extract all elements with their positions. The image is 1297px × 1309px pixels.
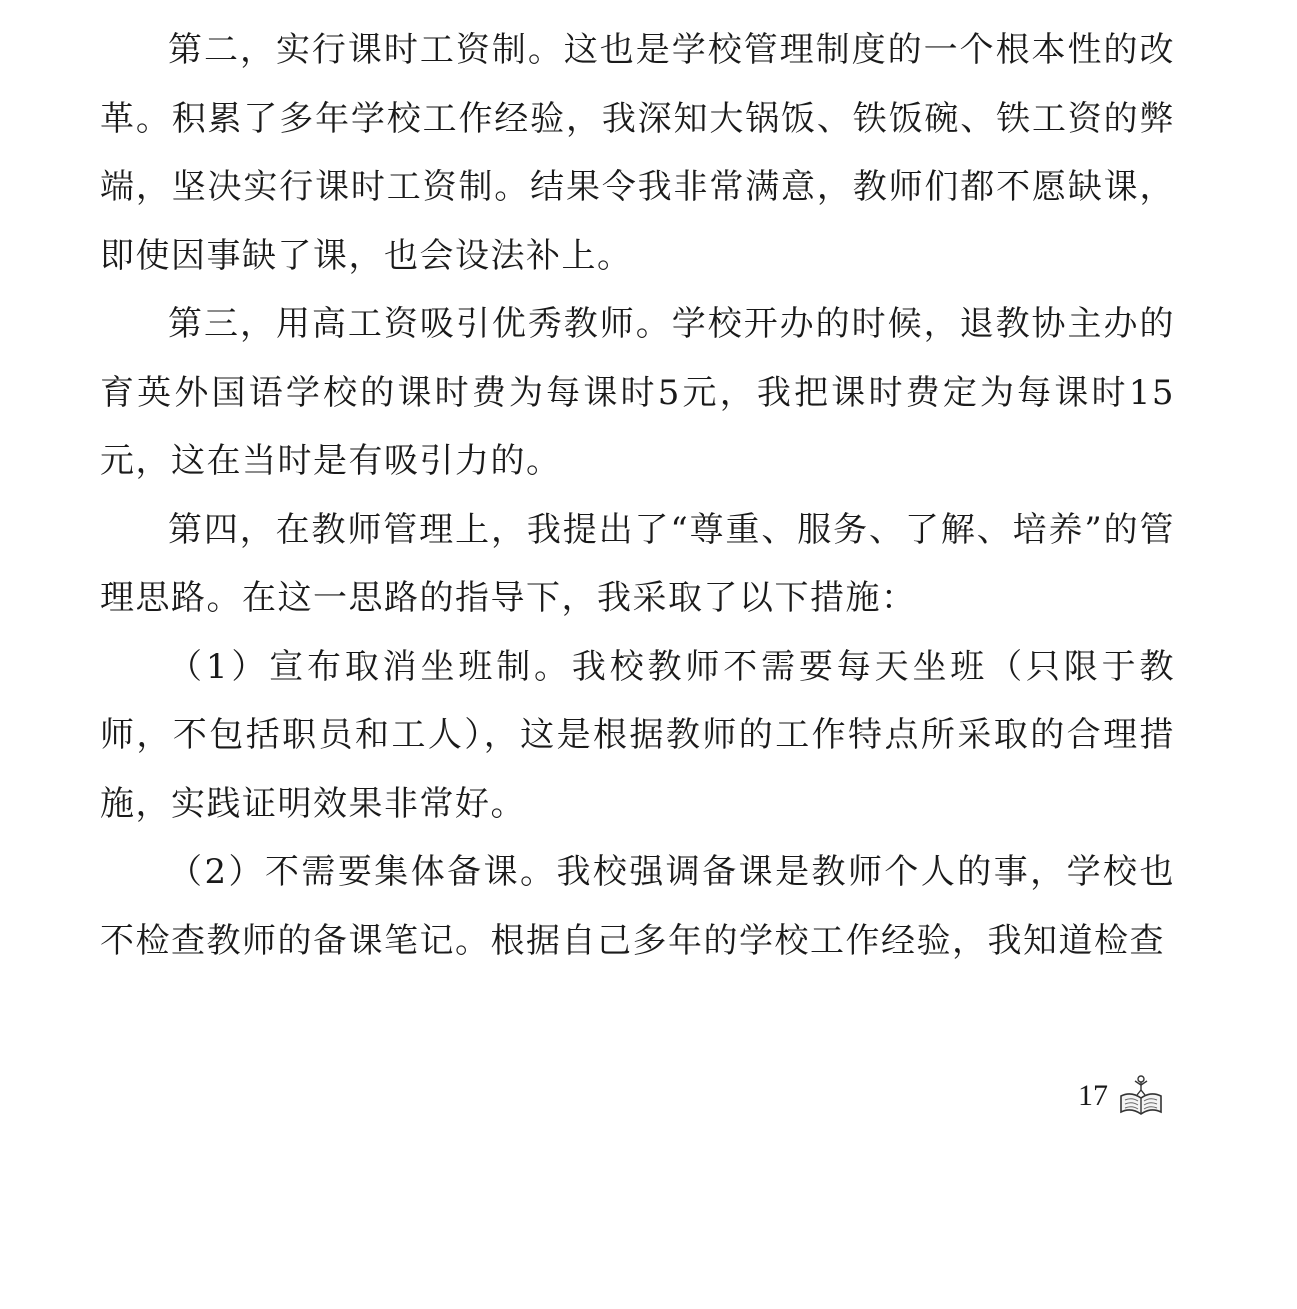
paragraph-salary-system: 第二，实行课时工资制。这也是学校管理制度的一个根本性的改革。积累了多年学校工作经验，我深知大锅饭、铁饭碗、铁工资的弊端，坚决实行课时工资制。结果令我非常满意，教师们都不愿缺课，即使因事缺了课，也会设法补上。 (100, 30, 1175, 276)
page-number: 17 (1078, 1079, 1108, 1112)
page-body (100, 16, 1175, 975)
paragraph-cancel-sitting-duty: （1）宣布取消坐班制。我校教师不需要每天坐班（只限于教师，不包括职员和工人），这是根据教师的工作特点所采取的合理措施，实践证明效果非常好。 (100, 646, 1175, 824)
paragraph-high-wages: 第三，用高工资吸引优秀教师。学校开办的时候，退教协主办的育英外国语学校的课时费为每课时5元，我把课时费定为每课时15元，这在当时是有吸引力的。 (100, 304, 1175, 481)
paragraph-no-group-lesson-prep: （2）不需要集体备课。我校强调备课是教师个人的事，学校也不检查教师的备课笔记。根据自己多年的学校工作经验，我知道检查 (100, 852, 1175, 961)
page-footer (1078, 1074, 1164, 1118)
open-book-icon (1118, 1074, 1164, 1118)
paragraph-teacher-management: 第四，在教师管理上，我提出了“尊重、服务、了解、培养”的管理思路。在这一思路的指导下，我采取了以下措施： (100, 509, 1175, 618)
